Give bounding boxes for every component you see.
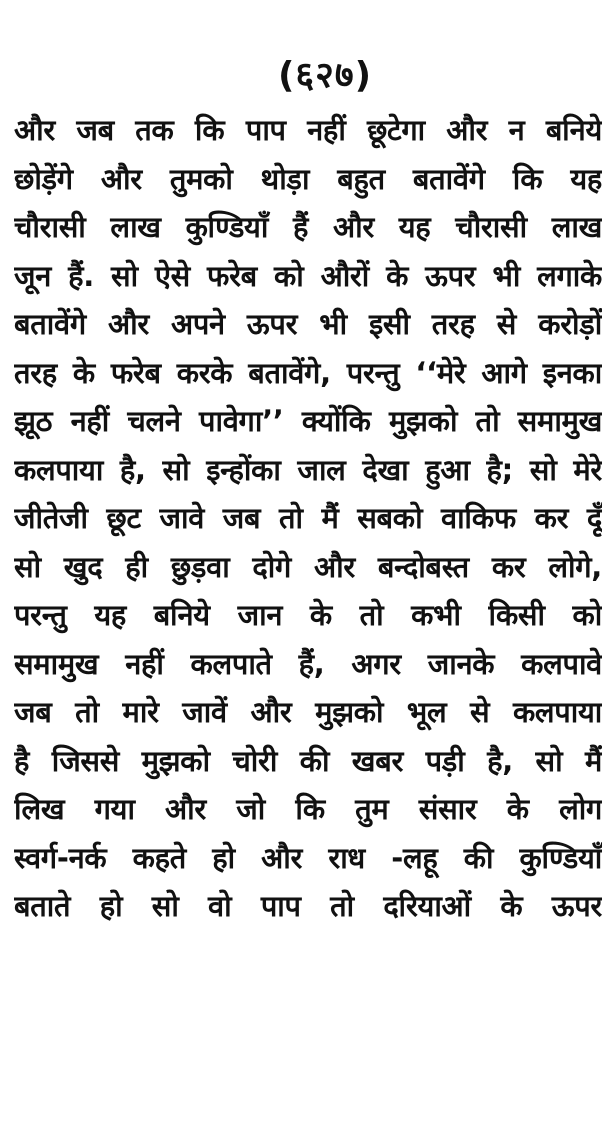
- text-line: जब तो मारे जावें और मुझको भूल से कलपाया: [14, 695, 602, 729]
- text-line: झूठ नहीं चलने पावेगा’’ क्योंकि मुझको तो समामुख: [14, 404, 602, 438]
- text-line: बतावेंगे और अपने ऊपर भी इसी तरह से करोड़ों: [14, 307, 602, 341]
- body-text: [14, 106, 602, 931]
- text-line: सो खुद ही छुड़वा दोगे और बन्दोबस्त कर लोगे,: [14, 549, 602, 584]
- text-line: और जब तक कि पाप नहीं छूटेगा और न बनिये: [14, 113, 602, 147]
- text-line: जून हैं. सो ऐसे फरेब को औरों के ऊपर भी लगाके: [14, 258, 602, 293]
- text-line: स्वर्ग-नर्क कहते हो और राध -लहू की कुण्डियाँ: [14, 840, 602, 875]
- page-number: (६२७): [277, 55, 373, 96]
- text-line: परन्तु यह बनिये जान के तो कभी किसी को: [14, 598, 602, 632]
- text-line: छोड़ेंगे और तुमको थोड़ा बहुत बतावेंगे कि यह: [14, 161, 602, 196]
- text-line: लिख गया और जो कि तुम संसार के लोग: [14, 792, 602, 826]
- text-line: तरह के फरेब करके बतावेंगे, परन्तु ‘‘मेरे आगे इनका: [14, 355, 602, 390]
- text-line: जीतेजी छूट जावे जब तो मैं सबको वाकिफ कर दूँ: [14, 501, 602, 535]
- text-line: चौरासी लाख कुण्डियाँ हैं और यह चौरासी लाख: [14, 210, 602, 244]
- text-line: है जिससे मुझको चोरी की खबर पड़ी है, सो मैं: [14, 743, 602, 778]
- text-line: कलपाया है, सो इन्होंका जाल देखा हुआ है; सो मेरे: [14, 452, 602, 487]
- text-line: समामुख नहीं कलपाते हैं, अगर जानके कलपावे: [14, 646, 602, 681]
- text-line: बताते हो सो वो पाप तो दरियाओं के ऊपर: [14, 889, 602, 923]
